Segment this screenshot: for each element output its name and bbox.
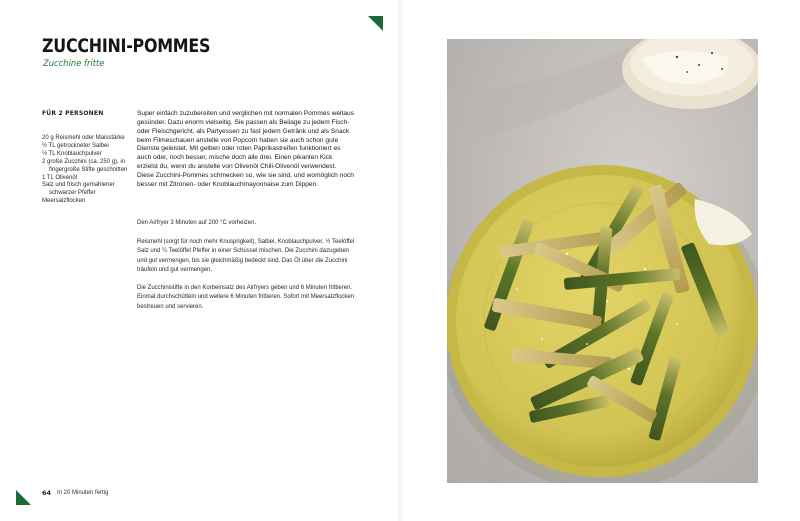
ingredient-item: ½ TL Knoblauchpulver bbox=[42, 150, 102, 157]
ingredient-item: Meersalzflocken bbox=[42, 198, 86, 205]
method-step-2: Reismehl (sorgt für noch mehr Knusprigkeit), Salbei, Knoblauchpulver, ½ Teelöffel Salz und ¼ Teelöffel Pfeffer in einer Schüssel mischen. Die Zucchini dazugeben und gut vermengen, bis sie gleichmäßig bedeckt sind. Das Öl über die Zucchini träufeln und gut vermengen. bbox=[137, 239, 355, 274]
recipe-subtitle: Zucchine fritte bbox=[43, 58, 105, 68]
recipe-intro: Super einfach zuzubereiten und verglichen mit normalen Pommes weitaus gesünder. Dazu enorm vielseitig. Sie passen als Beilage zu jedem Fisch- oder Fleischgericht, als Partyessen zu fast jedem Getränk und als Snack beim Filmeschauen anstelle von Popcorn haben sie auch schon gute Dienste geleistet. Mit gelben oder roten Paprikastreifen funktioniert es auch oder, noch besser, mische doch alle drei. Einen pikanten Kick erzielst du, wenn du anstelle von Olivenöl Chili-Olivenöl verwendest. Diese Zucchini-Pommes schmecken so, wie sie sind, und womöglich noch besser mit Zitronen- oder Knoblauchmayonnaise zum Dippen. bbox=[137, 110, 354, 188]
recipe-title: ZUCCHINI-POMMES bbox=[42, 36, 211, 57]
ingredient-item: 2 große Zucchini (ca. 250 g), in fingergroße Stifte geschnitten bbox=[42, 158, 128, 173]
chapter-label: In 20 Minuten fertig bbox=[57, 490, 109, 496]
method-step-3: Die Zucchinistifte in den Korbeinsatz des Airfryers geben und 6 Minuten frittieren. Einmal durchschütteln und weitere 6 Minuten frittieren. Sofort mit Meersalzflocken bestreuen und servieren. bbox=[137, 285, 355, 310]
ingredient-item: ½ TL getrockneter Salbei bbox=[42, 142, 109, 149]
servings-label: FÜR 2 PERSONEN bbox=[42, 110, 104, 117]
ingredient-item: Salz und frisch gemahlener schwarzer Pfeffer bbox=[42, 182, 115, 197]
corner-marker-top bbox=[368, 16, 383, 31]
method-step-1: Den Airfryer 3 Minuten auf 200 °C vorheizen. bbox=[137, 220, 257, 226]
ingredient-item: 1 TL Olivenöl bbox=[42, 174, 78, 181]
ingredient-list bbox=[42, 135, 134, 206]
corner-marker-bottom bbox=[16, 490, 31, 505]
page-number: 64 bbox=[42, 489, 51, 497]
zucchini-fries-photo bbox=[447, 39, 758, 483]
ingredient-item: 20 g Reismehl oder Maisstärke bbox=[42, 135, 125, 141]
book-gutter bbox=[398, 0, 404, 521]
